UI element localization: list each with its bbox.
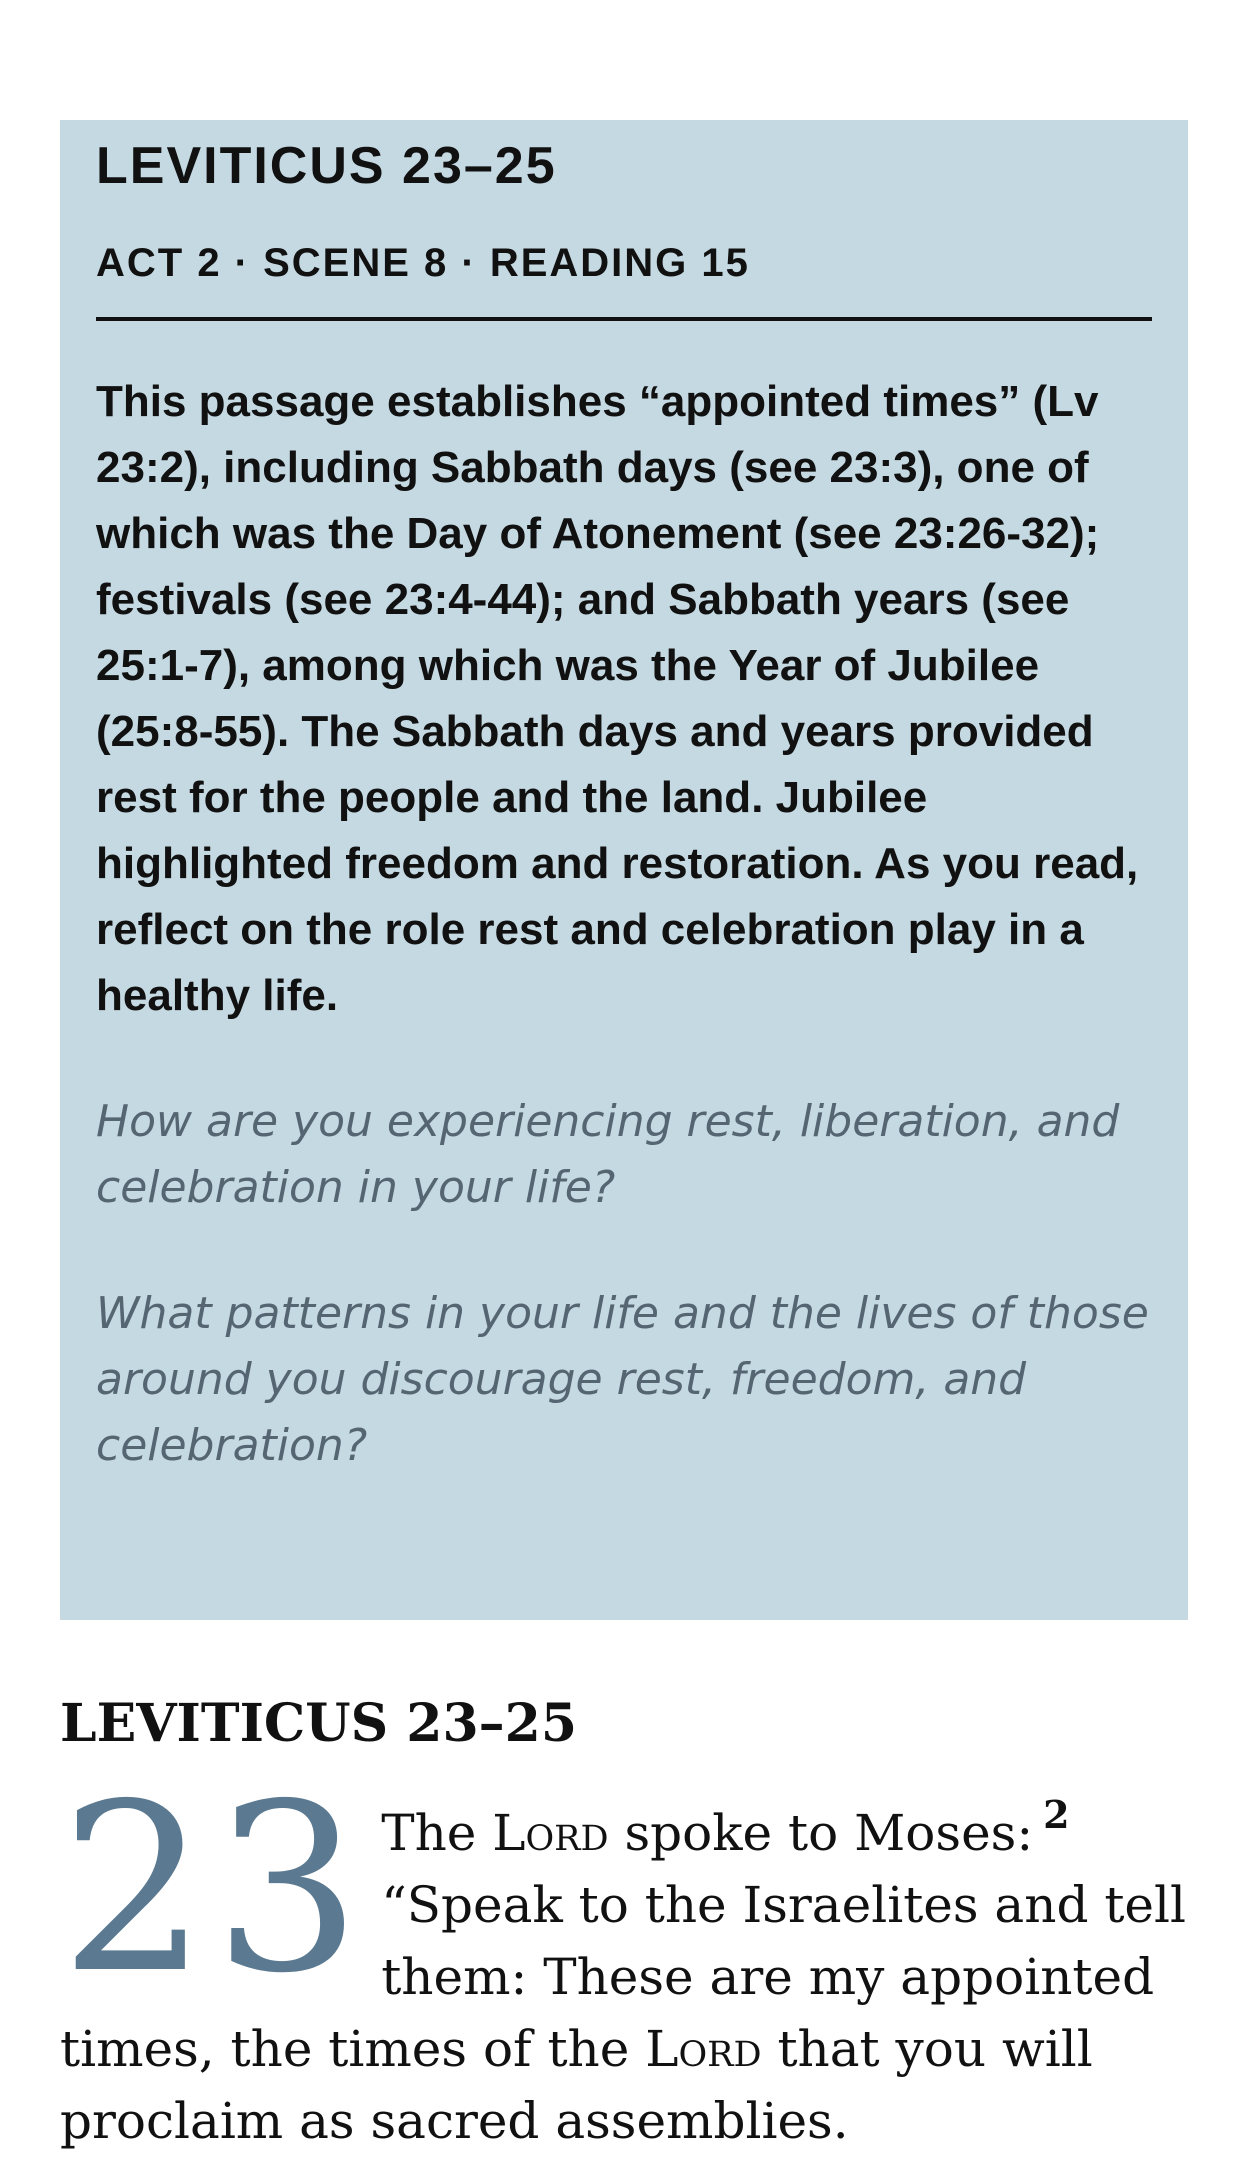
divine-name: Lord	[492, 1804, 609, 1863]
verse-text: “Speak to the Israelites and tell them: These are my appointed times, the times of the	[60, 1876, 1187, 2079]
scripture-heading: LEVITICUS 23–25	[60, 1693, 578, 1754]
divider	[96, 317, 1152, 321]
reading-intro-box	[60, 120, 1188, 1620]
scripture-text	[60, 1754, 1188, 2157]
divine-name: Lord	[645, 2020, 762, 2079]
intro-paragraph: This passage establishes “appointed times” (Lv 23:2), including Sabbath days (see 23:3), one of which was the Day of Atonement (see 23:26-32); festivals (see 23:4-44); and Sabbath years (see 25:1-7), among which was the Year of Jubilee (25:8-55). The Sabbath days and years provided rest for the people and the land. Jubilee highlighted freedom and restoration. As you read, reflect on the role rest and celebration play in a healthy life.	[96, 377, 1139, 1020]
intro-title: LEVITICUS 23–25	[96, 137, 557, 195]
verse-number: 2	[1043, 1792, 1070, 1838]
scripture-passage	[60, 1693, 1188, 2157]
verse-text: spoke to Moses:	[608, 1804, 1034, 1863]
reflection-question: What patterns in your life and the lives of those around you discourage rest, freedom, and celebration?	[96, 1288, 1149, 1471]
verse-text: The	[381, 1804, 493, 1863]
chapter-number: 23	[60, 1754, 368, 2025]
verse-text: that you will proclaim as sacred assemblies.	[60, 2020, 1093, 2151]
reflection-question: How are you experiencing rest, liberation, and celebration in your life?	[96, 1096, 1120, 1213]
intro-subtitle: ACT 2 · SCENE 8 · READING 15	[96, 241, 750, 285]
